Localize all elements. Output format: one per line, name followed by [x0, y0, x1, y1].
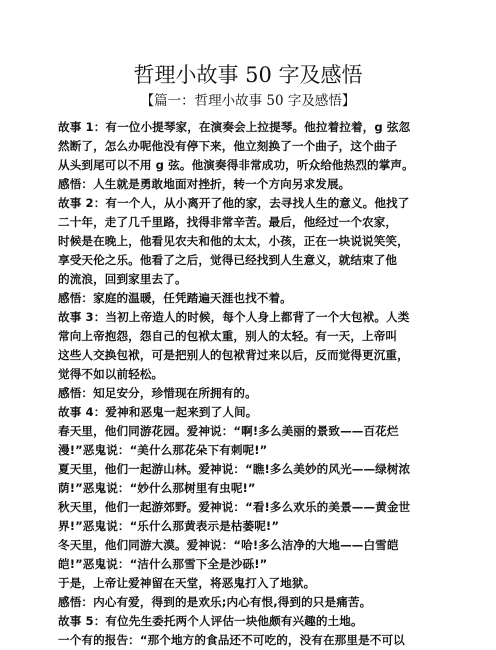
document-title: 哲理小故事 50 字及感悟: [133, 63, 363, 87]
text-line: 感悟：家庭的温暖，任凭踏遍天涯也找不着。: [58, 291, 292, 305]
text-line: 从头到尾可以不用 g 弦。他演奏得非常成功，听众给他热烈的掌声。: [58, 158, 414, 172]
text-line: 一个有的报告：“那个地方的食品还不可吃的，没有在那里是不可以: [58, 633, 405, 647]
text-line: 漫!”恶鬼说：“美什么那花朵下有刺呢!”: [58, 443, 268, 457]
document-body: [58, 118, 458, 647]
text-line: 故事 5：有位先生委托两个人评估一块他颇有兴趣的土地。: [58, 614, 363, 628]
text-line: 感悟：人生就是勇敢地面对挫折，转一个方向另求发展。: [58, 177, 351, 191]
text-line: 常向上帝抱怨，怨自己的包袱太重，别人的太轻。有一天，上帝叫: [58, 329, 398, 343]
text-line: 的流浪，回到家里去了。: [58, 272, 187, 286]
text-line: 觉得不如以前轻松。: [58, 367, 164, 381]
text-line: 然断了，怎么办呢他没有停下来，他立刻换了一个曲子，这个曲子: [58, 139, 398, 153]
text-line: 感悟：内心有爱，得到的是欢乐;内心有恨,得到的只是痛苦。: [58, 595, 372, 609]
text-line: 于是，上帝让爱神留在天堂，将恶鬼打入了地狱。: [58, 576, 316, 590]
text-line: 时候是在晚上，他看见农夫和他的太太，小孩，正在一块说说笑笑，: [58, 234, 409, 248]
text-line: 皑!”恶鬼说：“洁什么那雪下全是沙砾!”: [58, 557, 268, 571]
text-line: 这些人交换包袱，可是把别人的包袱背过来以后，反而觉得更沉重，: [58, 348, 409, 362]
text-line: 二十年，走了几千里路，找得非常辛苦。最后，他经过一个农家，: [58, 215, 398, 229]
text-line: 界!”恶鬼说：“乐什么那黄表示是枯萎呢!”: [58, 519, 280, 533]
text-line: 感悟：知足安分，珍惜现在所拥有的。: [58, 386, 257, 400]
text-line: 春天里，他们同游花园。爱神说：“啊!多么美丽的景致——百花烂: [58, 424, 399, 438]
text-line: 故事 4：爱神和恶鬼一起来到了人间。: [58, 405, 258, 419]
text-line: 荫!”恶鬼说：“妙什么那树里有虫呢!”: [58, 481, 256, 495]
text-line: 夏天里，他们一起游山林。爱神说：“瞧!多么美妙的风光——绿树浓: [58, 462, 411, 476]
text-line: 故事 1：有一位小提琴家，在演奏会上拉提琴。他拉着拉着，g 弦忽: [58, 120, 411, 134]
text-line: 享受天伦之乐。他看了之后，觉得已经找到人生意义，就结束了他: [58, 253, 398, 267]
document-subtitle: 【篇一：哲理小故事 50 字及感悟】: [140, 93, 356, 109]
text-line: 秋天里，他们一起游郊野。爱神说：“看!多么欢乐的美景——黄金世: [58, 500, 411, 514]
text-line: 冬天里，他们同游大漠。爱神说：“哈!多么洁净的大地——白雪皑: [58, 538, 399, 552]
text-line: 故事 3：当初上帝造人的时候，每个人身上都背了一个大包袱。人类: [58, 310, 410, 324]
text-line: 故事 2：有一个人，从小离开了他的家，去寻找人生的意义。他找了: [58, 196, 410, 210]
